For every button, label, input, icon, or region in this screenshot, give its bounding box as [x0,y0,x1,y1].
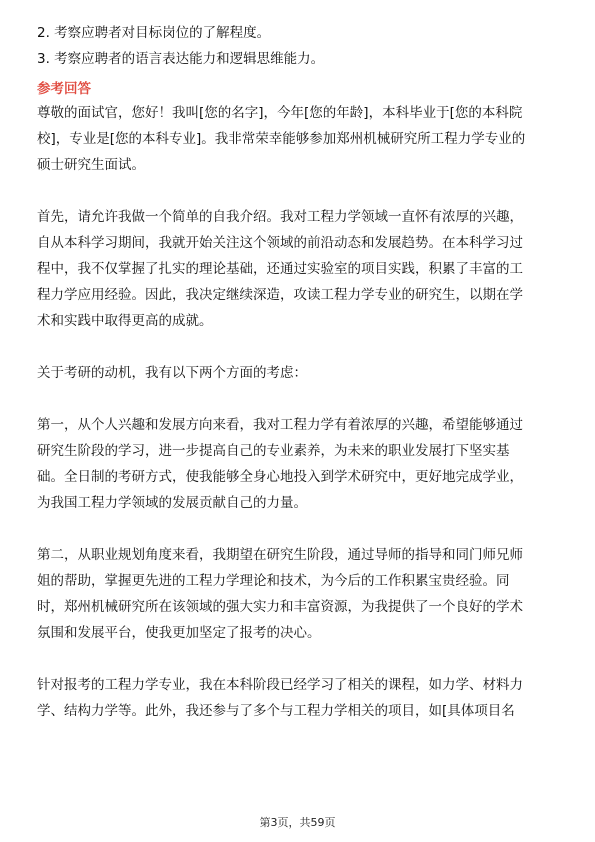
page-number-footer: 第3页，共59页 [259,816,336,829]
paragraph-line: 第二，从职业规划角度来看，我期望在研究生阶段，通过导师的指导和同门师兄师 [37,547,523,563]
paragraph-greeting [37,100,559,178]
paragraph-motivation-second [37,542,559,646]
paragraph-motivation-first [37,412,559,516]
paragraph-line: 程中，我不仅掌握了扎实的理论基础，还通过实验室的项目实践，积累了丰富的工 [37,261,523,277]
paragraph-line: 术和实践中取得更高的成就。 [37,313,213,329]
paragraph-major [37,672,559,724]
paragraph-line: 关于考研的动机，我有以下两个方面的考虑： [37,365,307,381]
paragraph-line: 时，郑州机械研究所在该领域的强大实力和丰富资源，为我提供了一个良好的学术 [37,599,523,615]
answer-heading: 参考回答 [37,81,91,97]
paragraph-line: 程力学应用经验。因此，我决定继续深造，攻读工程力学专业的研究生，以期在学 [37,287,523,303]
paragraph-self-intro [37,204,559,334]
paragraph-line: 础。全日制的考研方式，使我能够全身心地投入到学术研究中，更好地完成学业， [37,469,523,485]
paragraph-line: 自从本科学习期间，我就开始关注这个领域的前沿动态和发展趋势。在本科学习过 [37,235,523,251]
criteria-item-2: 2. 考察应聘者对目标岗位的了解程度。 [37,25,271,41]
paragraph-line: 针对报考的工程力学专业，我在本科阶段已经学习了相关的课程，如力学、材料力 [37,677,523,693]
paragraph-line: 尊敬的面试官，您好！我叫[您的名字]，今年[您的年龄]，本科毕业于[您的本科院 [37,105,523,121]
paragraph-line: 硕士研究生面试。 [37,157,145,173]
paragraph-motivation-intro [37,360,559,386]
paragraph-line: 研究生阶段的学习，进一步提高自己的专业素养，为未来的职业发展打下坚实基 [37,443,510,459]
paragraph-line: 姐的帮助，掌握更先进的工程力学理论和技术，为今后的工作积累宝贵经验。同 [37,573,510,589]
paragraph-line: 氛围和发展平台，使我更加坚定了报考的决心。 [37,625,321,641]
paragraph-line: 第一，从个人兴趣和发展方向来看，我对工程力学有着浓厚的兴趣，希望能够通过 [37,417,523,433]
paragraph-line: 校]，专业是[您的本科专业]。我非常荣幸能够参加郑州机械研究所工程力学专业的 [37,131,526,147]
paragraph-line: 学、结构力学等。此外，我还参与了多个与工程力学相关的项目，如[具体项目名 [37,703,515,719]
paragraph-line: 首先，请允许我做一个简单的自我介绍。我对工程力学领域一直怀有浓厚的兴趣， [37,209,523,225]
page-content [37,22,559,724]
criteria-item-3: 3. 考察应聘者的语言表达能力和逻辑思维能力。 [37,51,325,67]
paragraph-line: 为我国工程力学领域的发展贡献自己的力量。 [37,495,307,511]
